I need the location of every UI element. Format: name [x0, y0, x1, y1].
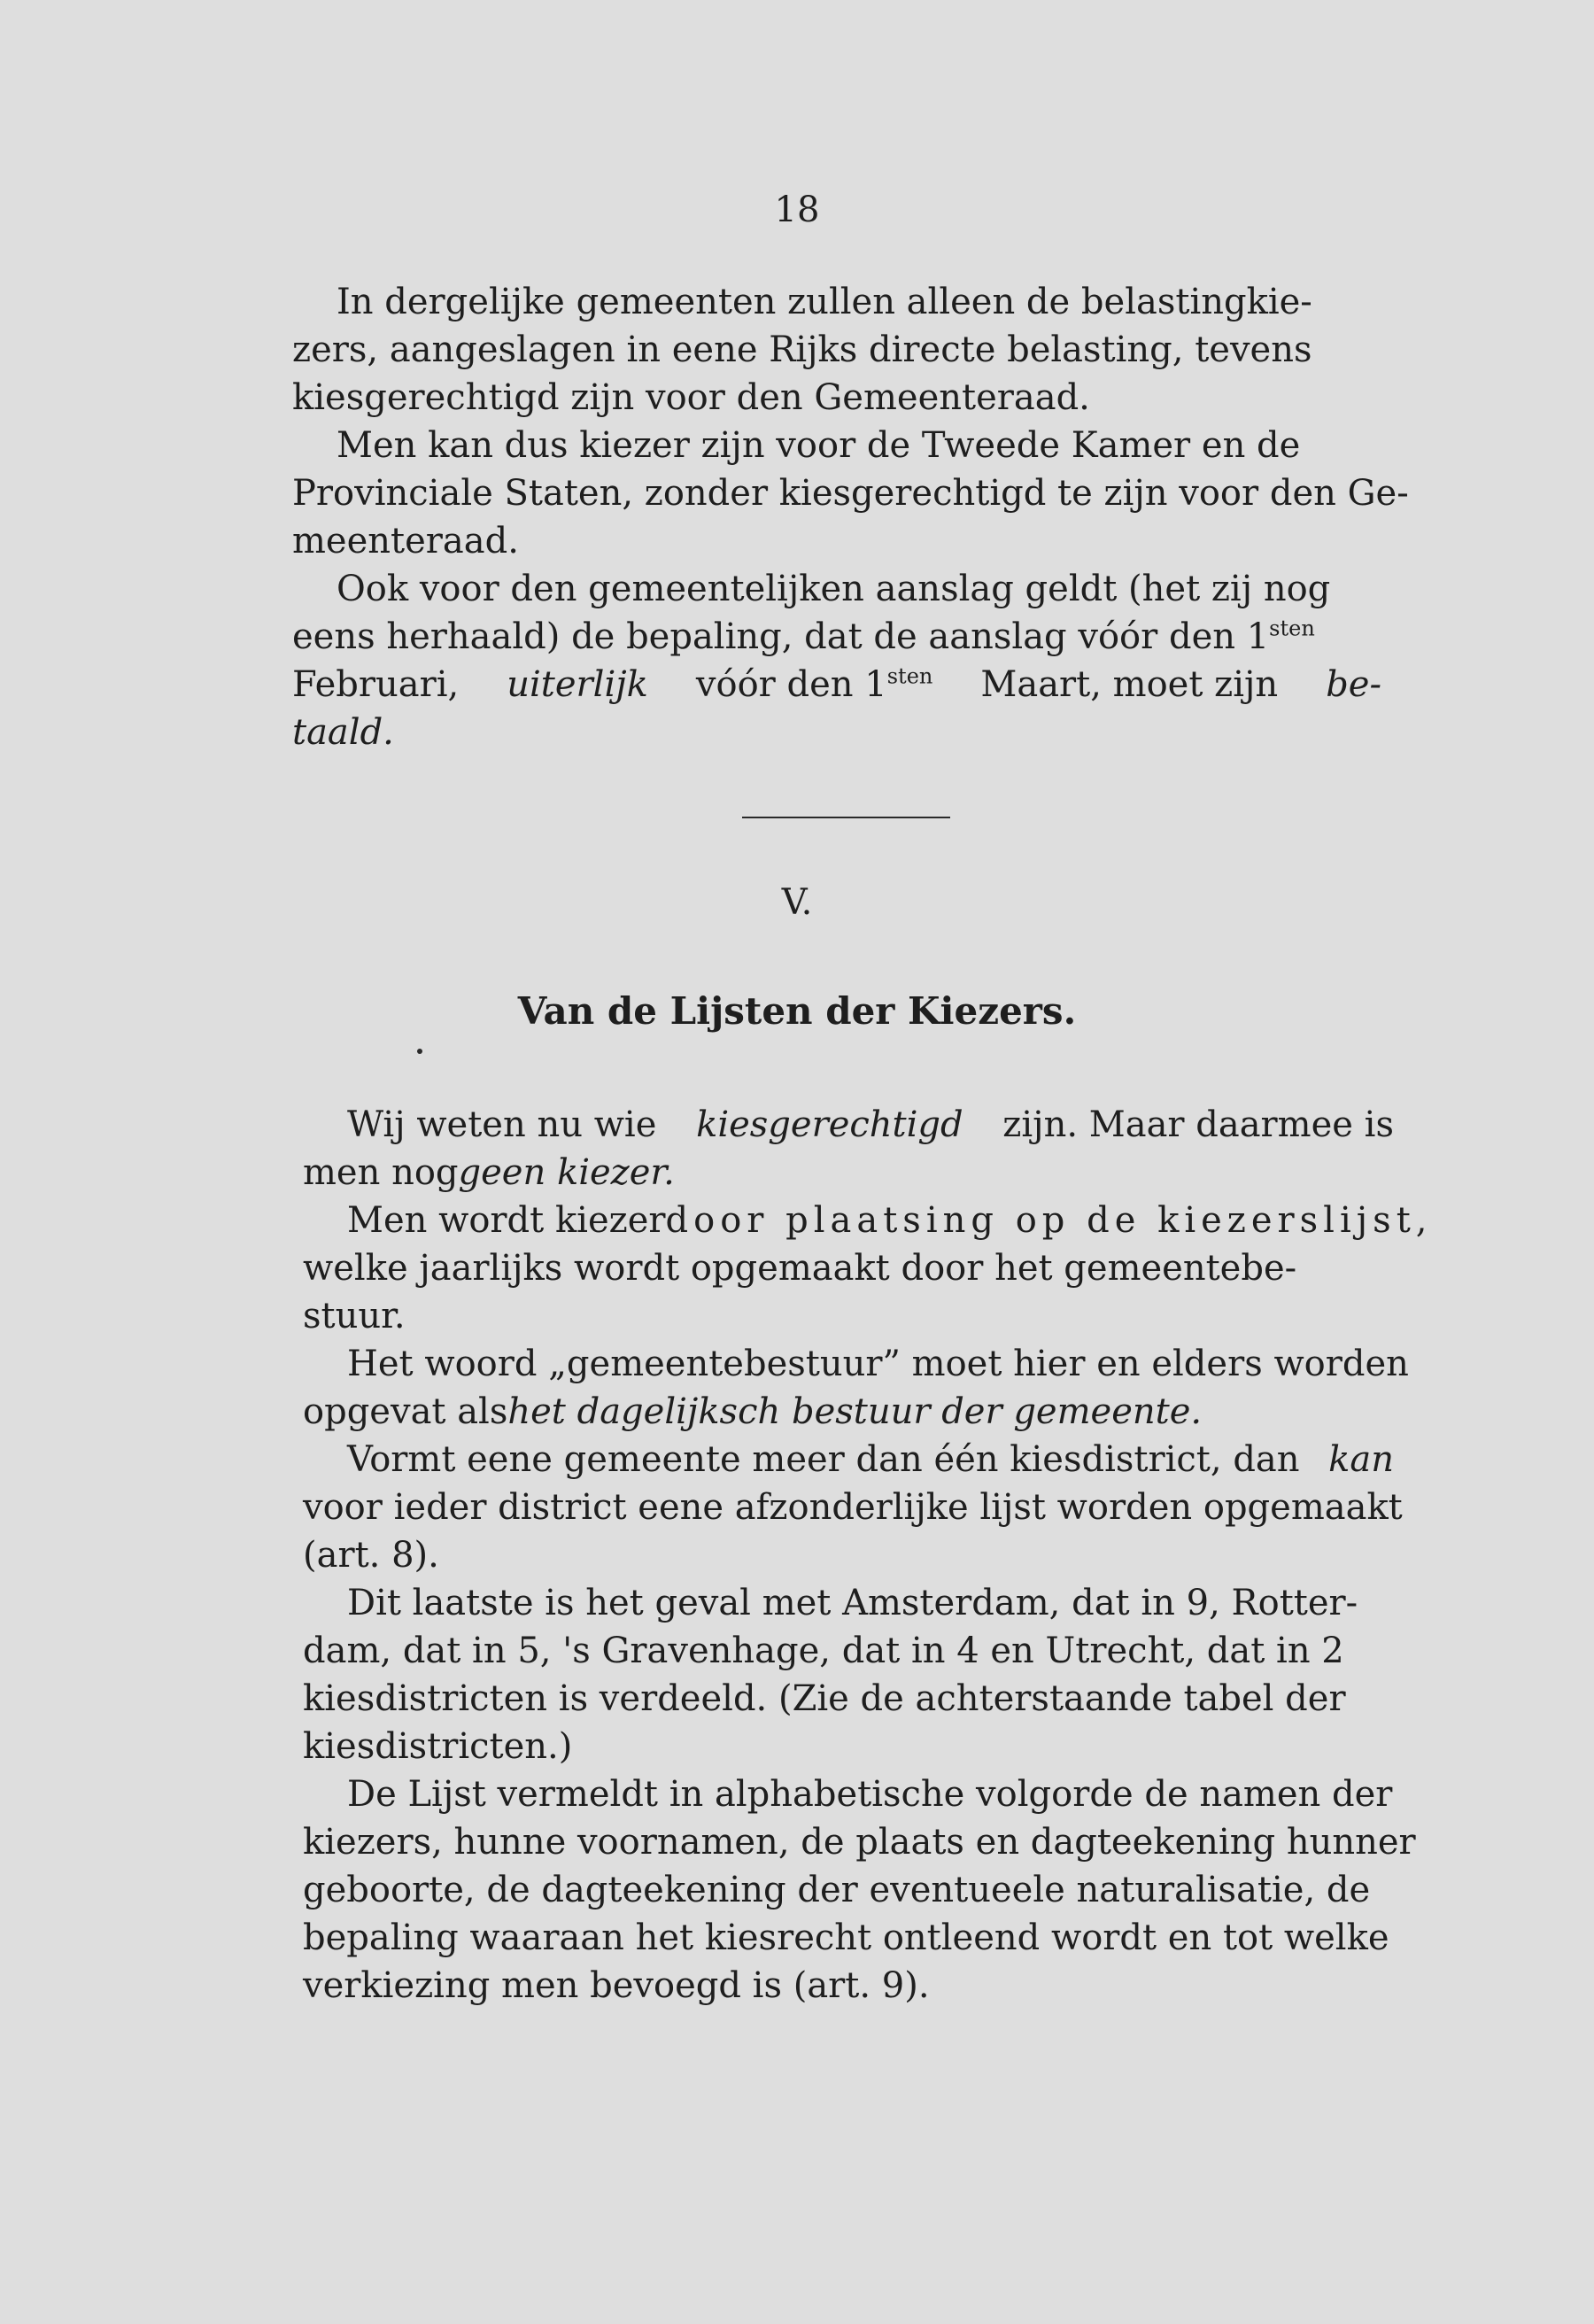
text-line: eens herhaald) de bepaling, dat de aanslag vóór den $1^{sten}$ [292, 616, 1315, 657]
text-line: kiesdistricten is verdeeld. (Zie de achterstaande tabel der [303, 1678, 1346, 1719]
section-divider [742, 817, 950, 818]
text-line: Ook voor den gemeentelijken aanslag geldt (het zij nog [337, 569, 1331, 609]
text-line: dam, dat in 5, 's Gravenhage, dat in 4 en Utrecht, dat in 2 [303, 1631, 1344, 1671]
text-line: welke jaarlijks wordt opgemaakt door het gemeentebe- [303, 1248, 1297, 1289]
text-line: Men wordt kiezer door plaatsing op de kiezerslijst, [347, 1200, 1433, 1241]
text-line: In dergelijke gemeenten zullen alleen de belastingkie- [337, 282, 1312, 322]
text-line: meenteraad. [292, 521, 519, 562]
section-numeral: V. [781, 882, 813, 923]
body-text-block [303, 1101, 1433, 2010]
text-line: Men kan dus kiezer zijn voor de Tweede Kamer en de [337, 425, 1301, 466]
text-line: Vormt eene gemeente meer dan één kiesdistrict, dan kan [347, 1439, 1394, 1480]
text-line: Het woord „gemeentebestuur” moet hier en elders worden [347, 1344, 1409, 1384]
top-text-block [292, 278, 1409, 756]
page-number: 18 [774, 190, 820, 230]
text-line: De Lijst vermeldt in alphabetische volgorde de namen der [347, 1774, 1393, 1815]
text-line: opgevat als het dagelijksch bestuur der gemeente. [303, 1391, 1203, 1432]
text-line: bepaling waaraan het kiesrecht ontleend wordt en tot welke [303, 1917, 1389, 1958]
text-line: taald. [292, 712, 394, 753]
italic-text: be- [1326, 664, 1381, 705]
text-line: men nog geen kiezer. [303, 1152, 675, 1193]
text-line: zers, aangeslagen in eene Rijks directe belasting, tevens [292, 329, 1312, 370]
section-title: Van de Lijsten der Kiezers. [517, 989, 1077, 1033]
text-line: voor ieder district eene afzonderlijke lijst worden opgemaakt [303, 1487, 1403, 1528]
text-line: Dit laatste is het geval met Amsterdam, dat in 9, Rotter- [347, 1583, 1358, 1623]
text-line: stuur. [303, 1296, 406, 1336]
text-line: (art. 8). [303, 1535, 439, 1576]
print-speck [417, 1049, 422, 1054]
text-line: geboorte, de dagteekening der eventueele naturalisatie, de [303, 1870, 1371, 1910]
text-line: Wij weten nu wie kiesgerechtigd zijn. Maar daarmee is [347, 1104, 1394, 1145]
text-line: kiesgerechtigd zijn voor den Gemeenteraad. [292, 377, 1090, 418]
text-line: Februari, uiterlijk vóór den $1^{sten}$ Maart, moet zijn be- [292, 661, 1381, 709]
text-line: kiezers, hunne voornamen, de plaats en dagteekening hunner [303, 1822, 1416, 1863]
text-line: verkiezing men bevoegd is (art. 9). [303, 1965, 930, 2006]
text-line: kiesdistricten.) [303, 1726, 573, 1767]
text-line: Provinciale Staten, zonder kiesgerechtigd te zijn voor den Ge- [292, 473, 1409, 514]
italic-text: uiterlijk [507, 664, 648, 705]
